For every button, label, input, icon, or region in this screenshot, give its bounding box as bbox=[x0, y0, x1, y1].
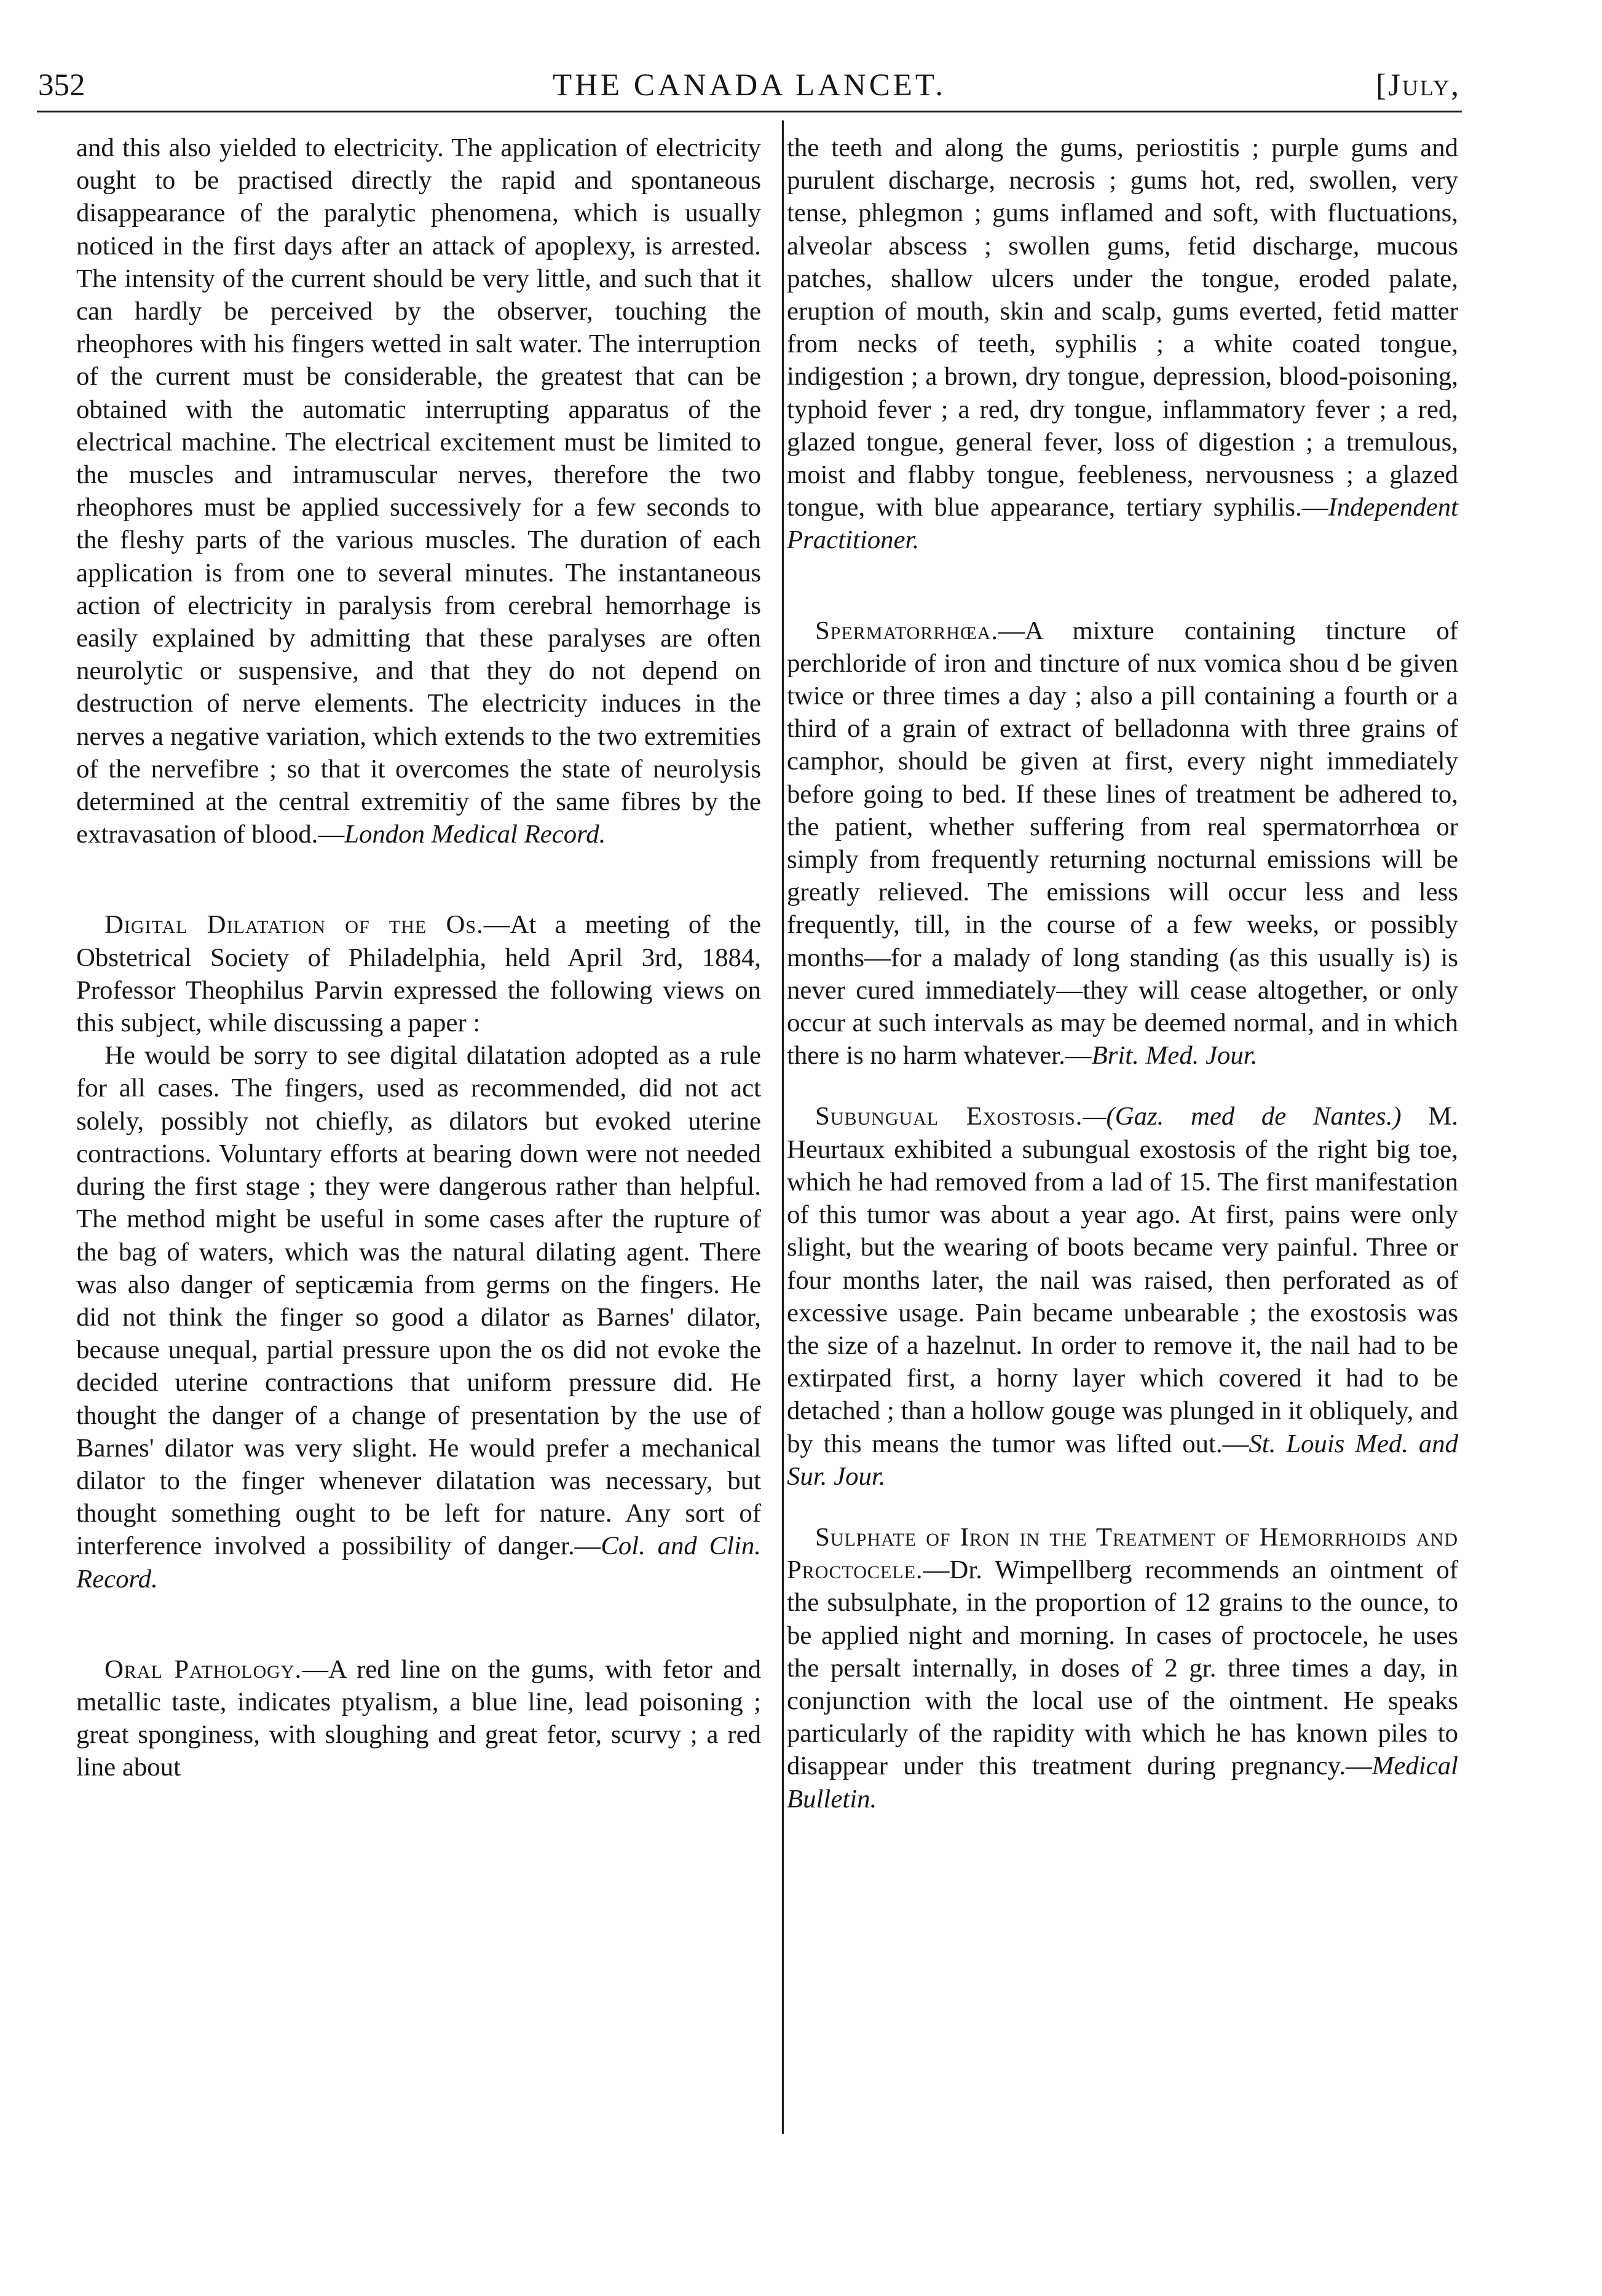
issue-month: [July, bbox=[1376, 68, 1461, 103]
article-intro: —At a meeting of the Obstetrical Society of Philadelphia, held April 3rd, 1884, Professor Theophilus Parvin expressed the following views on this subject, while discussing a paper : bbox=[76, 910, 761, 1038]
article-subungual-exostosis bbox=[787, 1100, 1458, 1492]
article-source: Independent Practitioner. bbox=[787, 493, 1458, 555]
right-column bbox=[787, 132, 1458, 1815]
running-header bbox=[38, 60, 1461, 103]
article-source: Medical Bulletin. bbox=[787, 1751, 1458, 1814]
article-source: London Medical Record. bbox=[344, 820, 606, 849]
article-heading: Digital Dilatation of the Os. bbox=[105, 910, 484, 940]
article-oral-pathology bbox=[76, 1653, 761, 1784]
article-oral-pathology-continuation bbox=[787, 132, 1458, 557]
left-column bbox=[76, 132, 761, 1784]
article-body: —A red line on the gums, with fetor and metallic taste, indicates ptyalism, a blue line, lead poisoning ; great sponginess, with sloughing and great fetor, scurvy ; a red line about bbox=[76, 1654, 761, 1782]
article-body: —A mixture containing tincture of perchloride of iron and tincture of nux vomica shou d be given twice or three times a day ; also a pill containing a fourth or a third of a grain of extract of belladonna with three grains of camphor, should be given at first, every night immediately before going to bed. If these lines of treatment be adhered to, the patient, whether suffering from real spermatorrhœa or simply from frequently returning nocturnal emissions will be greatly relieved. The emissions will occur less and less frequently, till, in the course of a few weeks, or possibly months—for a malady of long standing (as this usually is) is never cured immediately—they will cease altogether, or only occur at such intervals as may be deemed normal, and in which there is no harm whatever.— bbox=[787, 616, 1458, 1071]
article-heading-source: —(Gaz. med de Nantes.) bbox=[1083, 1102, 1402, 1131]
article-electricity-continuation bbox=[76, 132, 761, 851]
article-heading: Oral Pathology. bbox=[105, 1654, 302, 1684]
article-body: and this also yielded to electricity. The application of electricity ought to be practised directly the rapid and spontaneous disappearance of the paralytic phenomena, which is usually noticed in the first days after an attack of apoplexy, is arrested. The intensity of the current should be very little, and such that it can hardly be perceived by the observer, touching the rheophores with his fingers wetted in salt water. The interruption of the current must be considerable, the greatest that can be obtained with the automatic interrupting apparatus of the electrical machine. The electrical excitement must be limited to the muscles and intramuscular nerves, therefore the two rheophores must be applied successively for a few seconds to the fleshy parts of the various muscles. The duration of each application is from one to several minutes. The instantaneous action of electricity in paralysis from cerebral hemorrhage is easily explained by admitting that these paralyses are often neurolytic or suspensive, and that they do not depend on destruction of nerve elements. The electricity induces in the nerves a negative variation, which extends to the two extremities of the nervefibre ; so that it overcomes the state of neurolysis determined at the central extremitiy of the same fibres by the extravasation of blood.— bbox=[76, 133, 761, 849]
article-body: He would be sorry to see digital dilatation adopted as a rule for all cases. The fingers, used as recommended, did not act solely, possibly not chiefly, as dilators but evoked uterine contractions. Voluntary efforts at bearing down were not needed during the first stage ; they were dangerous rather than helpful. The method might be useful in some cases after the rupture of the bag of waters, which was the natural dilating agent. There was also danger of septicæmia from germs on the fingers. He did not think the finger so good a dilator as Barnes' dilator, because unequal, partial pressure upon the os did not evoke the decided uterine contractions that uniform pressure did. He thought the danger of a change of presentation by the use of Barnes' dilator was very slight. He would prefer a mechanical dilator to the finger whenever dilatation was necessary, but thought something ought to be left for nature. Any sort of interference involved a possibility of danger.— bbox=[76, 1041, 761, 1561]
article-source: Brit. Med. Jour. bbox=[1091, 1041, 1258, 1071]
header-rule bbox=[37, 111, 1462, 112]
article-body: M. Heurtaux exhibited a subungual exostosis of the right big toe, which he had removed from a lad of 15. The first manifestation of this tumor was about a year ago. At first, pains were only slight, but the wearing of boots became very painful. Three or four months later, the nail was raised, then perforated as of excessive usage. Pain became unbearable ; the exostosis was the size of a hazelnut. In order to remove it, the nail had to be extirpated first, a horny layer which covered it had to be detached ; than a hollow gouge was plunged in it obliquely, and by this means the tumor was lifted out.— bbox=[787, 1102, 1458, 1458]
article-digital-dilatation-body bbox=[76, 1039, 761, 1595]
article-sulphate-of-iron bbox=[787, 1521, 1458, 1815]
page-number: 352 bbox=[38, 68, 85, 103]
article-source: Col. and Clin. Record. bbox=[76, 1531, 761, 1594]
article-spermatorrhoea bbox=[787, 615, 1458, 1072]
article-heading: Spermatorrhœa. bbox=[815, 616, 999, 645]
article-body: —Dr. Wimpellberg recommends an ointment of the subsulphate, in the proportion of 12 grains to the ounce, to be applied night and morning. In cases of proctocele, he uses the persalt internally, in doses of 2 gr. three times a day, in conjunction with the local use of the ointment. He speaks particularly of the rapidity with which he has known piles to disappear under this treatment during pregnancy.— bbox=[787, 1555, 1458, 1781]
column-divider bbox=[782, 120, 784, 2134]
journal-title: THE CANADA LANCET. bbox=[552, 68, 947, 103]
article-heading: Subungual Exostosis. bbox=[815, 1102, 1083, 1131]
article-source: St. Louis Med. and Sur. Jour. bbox=[787, 1429, 1458, 1491]
article-body: the teeth and along the gums, periostitis ; purple gums and purulent discharge, necrosis ; gums hot, red, swollen, very tense, phlegmon ; gums inflamed and soft, with fluctuations, alveolar abscess ; swollen gums, fetid discharge, mucous patches, shallow ulcers under the tongue, eroded palate, eruption of mouth, skin and scalp, gums everted, fetid matter from necks of teeth, syphilis ; a white coated tongue, indigestion ; a brown, dry tongue, depression, blood-poisoning, typhoid fever ; a red, dry tongue, inflammatory fever ; a red, glazed tongue, general fever, loss of digestion ; a tremulous, moist and flabby tongue, feebleness, nervousness ; a glazed tongue, with blue appearance, tertiary syphilis.— bbox=[787, 133, 1458, 522]
article-digital-dilatation bbox=[76, 908, 761, 1039]
article-heading: Sulphate of Iron in the Treatment of Hemorrhoids and Proctocele. bbox=[787, 1522, 1458, 1585]
